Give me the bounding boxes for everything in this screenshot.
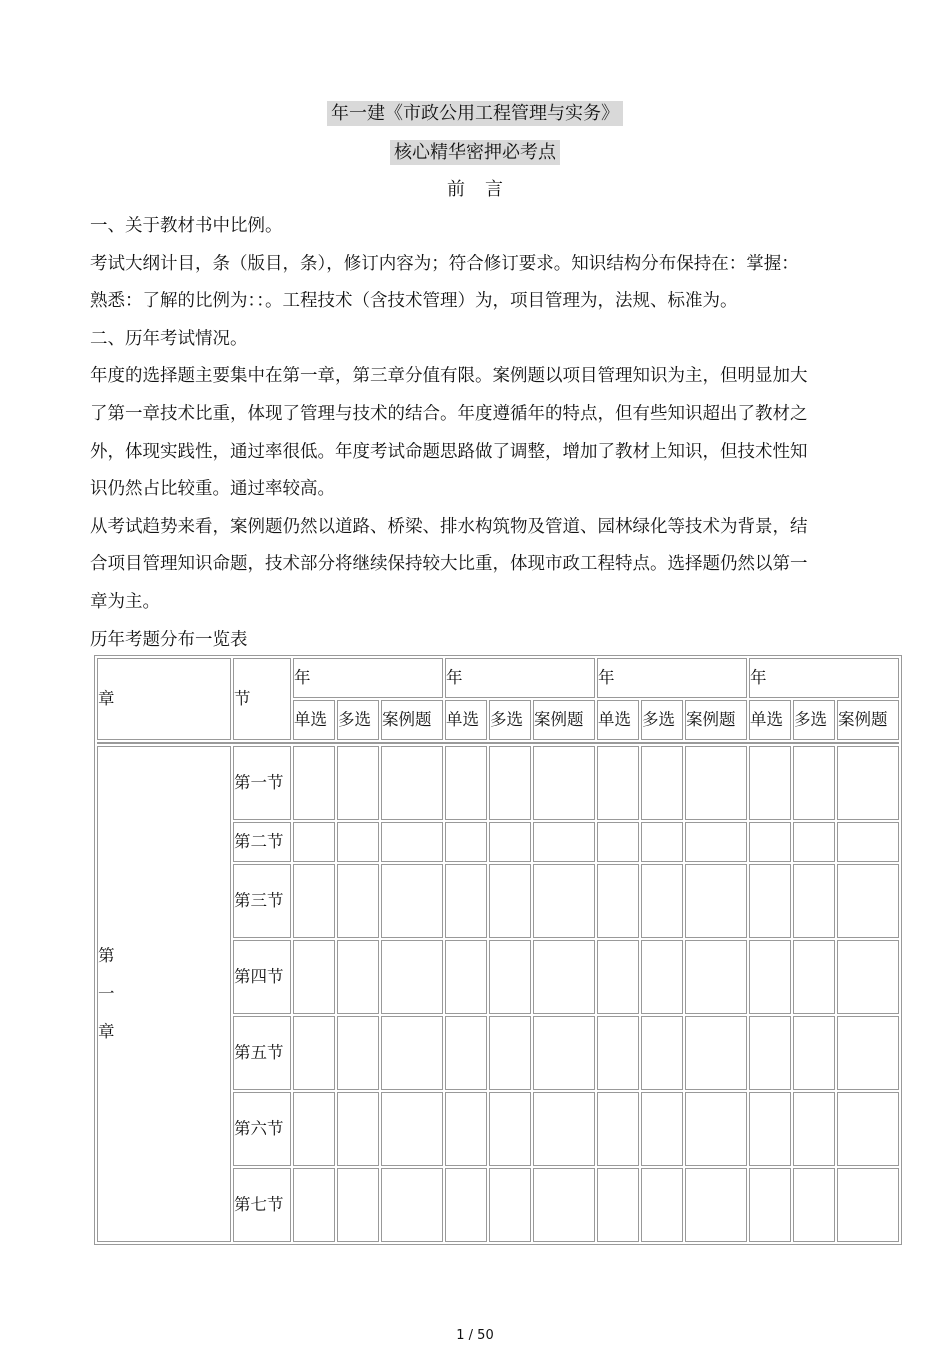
data-cell (381, 1168, 443, 1242)
section-cell: 第六节 (233, 1092, 291, 1166)
data-cell (489, 1168, 531, 1242)
data-cell (489, 1016, 531, 1090)
data-cell (793, 1016, 835, 1090)
subheader-case: 案例题 (837, 700, 899, 740)
data-cell (641, 864, 683, 938)
data-cell (597, 746, 639, 820)
data-cell (489, 864, 531, 938)
data-cell (445, 1168, 487, 1242)
data-cell (641, 822, 683, 862)
data-cell (837, 940, 899, 1014)
subheader-single: 单选 (445, 700, 487, 740)
data-cell (793, 940, 835, 1014)
section-cell: 第一节 (233, 746, 291, 820)
subheader-case: 案例题 (533, 700, 595, 740)
data-cell (749, 1016, 791, 1090)
data-cell (749, 864, 791, 938)
preface-heading: 前 言 (447, 179, 503, 200)
data-cell (445, 1016, 487, 1090)
data-cell (381, 1092, 443, 1166)
section-cell: 第二节 (233, 822, 291, 862)
table-row (97, 746, 899, 820)
data-cell (293, 940, 335, 1014)
section-cell: 第五节 (233, 1016, 291, 1090)
data-cell (533, 1168, 595, 1242)
data-cell (641, 1092, 683, 1166)
section-header: 节 (233, 658, 291, 740)
data-cell (749, 822, 791, 862)
subheader-single: 单选 (293, 700, 335, 740)
subheader-multi: 多选 (489, 700, 531, 740)
data-cell (489, 940, 531, 1014)
data-cell (597, 1092, 639, 1166)
data-cell (381, 864, 443, 938)
data-cell (337, 1168, 379, 1242)
data-cell (337, 1092, 379, 1166)
data-cell (793, 1168, 835, 1242)
data-cell (685, 1168, 747, 1242)
body-text (90, 208, 820, 659)
chapter-cell: 第 一 章 (97, 746, 231, 1242)
data-cell (685, 1092, 747, 1166)
data-cell (749, 940, 791, 1014)
data-cell (749, 1092, 791, 1166)
data-cell (445, 822, 487, 862)
data-cell (597, 822, 639, 862)
paragraph: 二、历年考试情况。 (90, 328, 248, 349)
data-cell (489, 1092, 531, 1166)
subheader-multi: 多选 (641, 700, 683, 740)
data-cell (793, 864, 835, 938)
data-cell (685, 940, 747, 1014)
data-cell (793, 1092, 835, 1166)
data-cell (685, 864, 747, 938)
data-cell (685, 1016, 747, 1090)
data-cell (749, 1168, 791, 1242)
subheader-multi: 多选 (337, 700, 379, 740)
data-cell (381, 746, 443, 820)
exam-distribution-table (94, 655, 902, 1245)
data-cell (293, 746, 335, 820)
year-header: 年 (293, 658, 443, 698)
data-cell (337, 864, 379, 938)
section-cell: 第四节 (233, 940, 291, 1014)
data-cell (445, 746, 487, 820)
data-cell (533, 1092, 595, 1166)
chapter-header: 章 (97, 658, 231, 740)
subheader-case: 案例题 (685, 700, 747, 740)
title-line-1: 年一建《市政公用工程管理与实务》 (327, 101, 623, 126)
data-cell (381, 1016, 443, 1090)
data-cell (533, 1016, 595, 1090)
title-line-2: 核心精华密押必考点 (390, 140, 560, 165)
data-cell (293, 1016, 335, 1090)
data-cell (293, 864, 335, 938)
data-cell (533, 746, 595, 820)
data-cell (533, 822, 595, 862)
data-cell (837, 864, 899, 938)
data-cell (337, 940, 379, 1014)
data-cell (381, 822, 443, 862)
data-cell (837, 1092, 899, 1166)
section-cell: 第七节 (233, 1168, 291, 1242)
data-cell (597, 1168, 639, 1242)
data-cell (641, 940, 683, 1014)
data-cell (837, 1168, 899, 1242)
data-cell (533, 940, 595, 1014)
data-cell (445, 864, 487, 938)
data-cell (597, 940, 639, 1014)
paragraph: 从考试趋势来看，案例题仍然以道路、桥梁、排水构筑物及管道、园林绿化等技术为背景，结合项目管理知识命题，技术部分将继续保持较大比重，体现市政工程特点。选择题仍然以第一章为主。 (90, 516, 808, 612)
data-cell (445, 1092, 487, 1166)
subheader-case: 案例题 (381, 700, 443, 740)
data-cell (641, 1016, 683, 1090)
year-header: 年 (749, 658, 899, 698)
data-cell (685, 746, 747, 820)
data-cell (597, 864, 639, 938)
data-cell (293, 1092, 335, 1166)
paragraph: 历年考题分布一览表 (90, 629, 248, 650)
data-cell (641, 746, 683, 820)
data-cell (749, 746, 791, 820)
data-cell (489, 746, 531, 820)
data-cell (793, 746, 835, 820)
year-header: 年 (445, 658, 595, 698)
data-cell (837, 746, 899, 820)
data-cell (337, 1016, 379, 1090)
paragraph: 考试大纲计目，条（版目，条），修订内容为；符合修订要求。知识结构分布保持在：掌握：熟悉：了解的比例为：：。工程技术（含技术管理）为，项目管理为，法规、标准为。 (90, 253, 799, 312)
subheader-multi: 多选 (793, 700, 835, 740)
section-cell: 第三节 (233, 864, 291, 938)
data-cell (445, 940, 487, 1014)
year-header: 年 (597, 658, 747, 698)
subheader-single: 单选 (597, 700, 639, 740)
data-cell (293, 1168, 335, 1242)
data-cell (489, 822, 531, 862)
data-cell (837, 822, 899, 862)
paragraph: 一、关于教材书中比例。 (90, 216, 283, 236)
page-number: 1 / 50 (456, 1328, 494, 1343)
subheader-single: 单选 (749, 700, 791, 740)
data-cell (793, 822, 835, 862)
data-cell (293, 822, 335, 862)
data-cell (597, 1016, 639, 1090)
data-cell (533, 864, 595, 938)
data-cell (337, 746, 379, 820)
data-cell (837, 1016, 899, 1090)
paragraph: 年度的选择题主要集中在第一章，第三章分值有限。案例题以项目管理知识为主，但明显加大了第一章技术比重，体现了管理与技术的结合。年度遵循年的特点，但有些知识超出了教材之外，体现实践性，通过率很低。年度考试命题思路做了调整，增加了教材上知识，但技术性知识仍然占比较重。通过率较高。 (90, 366, 808, 500)
data-cell (685, 822, 747, 862)
data-cell (337, 822, 379, 862)
data-cell (641, 1168, 683, 1242)
data-cell (381, 940, 443, 1014)
